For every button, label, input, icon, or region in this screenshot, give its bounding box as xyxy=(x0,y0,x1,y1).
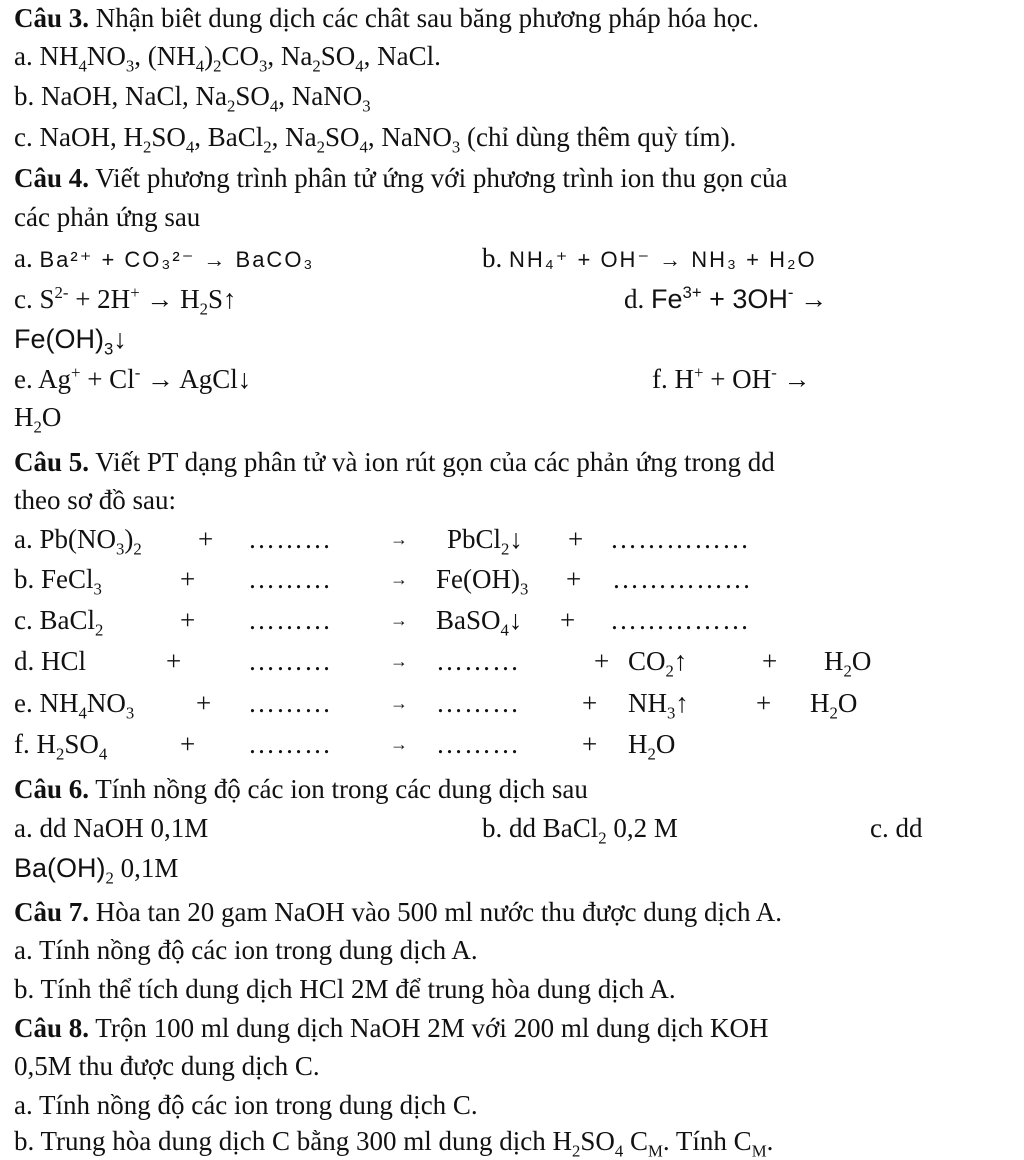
q5-heading-cont: theo sơ đồ sau: xyxy=(14,485,177,515)
q5-row-c-product: BaSO$_4$↓ xyxy=(436,605,523,640)
q6-heading: Câu 6. Tính nồng độ các ion trong các dung dịch sau xyxy=(14,774,588,804)
q5-row-a-arrow: → xyxy=(390,529,408,549)
q6-item-c-cont: $Ba(OH)_2$ 0,1M xyxy=(14,853,179,888)
q5-row-c-reactant: c. BaCl$_2$ xyxy=(14,605,104,640)
q4-item-a: a. Ba²⁺ + CO₃²⁻ → BaCO₃ xyxy=(14,243,315,273)
q4-heading-cont: các phản ứng sau xyxy=(14,202,201,232)
q5-row-e-plus3: + xyxy=(756,688,772,718)
q8-item-b: b. Trung hòa dung dịch C bằng 300 ml dung dịch $H_2SO_4$ $C_M$. Tính $C_M$. xyxy=(14,1126,774,1160)
q5-row-f-plus: + xyxy=(180,729,196,759)
q7-heading: Câu 7. Hòa tan 20 gam NaOH vào 500 ml nước thu được dung dịch A. xyxy=(14,897,782,927)
q7-item-a: a. Tính nồng độ các ion trong dung dịch A. xyxy=(14,935,478,965)
q8-heading-cont: 0,5M thu được dung dịch C. xyxy=(14,1051,320,1081)
q5-row-c-blank: ……… xyxy=(248,605,332,635)
q5-row-b-blank: ……… xyxy=(248,564,332,594)
q5-row-e-plus: + xyxy=(196,688,212,718)
q5-row-f-reactant: f. $H_2SO_4$ xyxy=(14,729,108,764)
q4-item-f: f. H+ + OH- → xyxy=(652,363,811,394)
q5-row-d-blank2: ……… xyxy=(436,646,520,676)
q5-row-f-arrow: → xyxy=(390,734,408,754)
q5-row-a-blank: ……… xyxy=(248,524,332,554)
q5-row-b-plus2: + xyxy=(566,564,582,594)
q4-item-d: d. $Fe^{3+} + 3OH^-$ → xyxy=(624,283,828,314)
q5-row-f-plus2: + xyxy=(582,729,598,759)
q5-row-e-blank: ……… xyxy=(248,688,332,718)
q7-item-b: b. Tính thể tích dung dịch HCl 2M để trung hòa dung dịch A. xyxy=(14,974,676,1004)
q5-row-d-arrow: → xyxy=(390,651,408,671)
q5-row-b-plus: + xyxy=(180,564,196,594)
q4-item-e: e. Ag+ + Cl- → AgCl↓ xyxy=(14,363,252,394)
q8-heading: Câu 8. Trộn 100 ml dung dịch NaOH 2M với 200 ml dung dịch KOH xyxy=(14,1013,769,1043)
q5-row-c-plus: + xyxy=(180,605,196,635)
q5-heading: Câu 5. Viết PT dạng phân tử và ion rút gọn của các phản ứng trong dd xyxy=(14,447,775,477)
q6-item-b: b. dd BaCl$_2$ 0,2 M xyxy=(482,813,678,848)
q6-item-c: c. dd xyxy=(870,813,923,843)
q5-row-a-plus2: + xyxy=(568,524,584,554)
q4-item-c: c. $S^{2-} + 2H^+$ → $H_2S↑$ xyxy=(14,283,237,319)
q5-row-d-plus: + xyxy=(166,646,182,676)
q5-row-b-arrow: → xyxy=(390,569,408,589)
q5-row-e-blank2: ……… xyxy=(436,688,520,718)
q5-row-e-arrow: → xyxy=(390,693,408,713)
q5-row-e-plus2: + xyxy=(582,688,598,718)
q5-row-f-blank: ……… xyxy=(248,729,332,759)
q6-item-a: a. dd NaOH 0,1M xyxy=(14,813,209,843)
q5-row-e-product-1: $NH_3↑$ xyxy=(628,688,689,723)
q5-row-c-plus2: + xyxy=(560,605,576,635)
q5-row-c-blank2: …………… xyxy=(610,605,750,635)
q5-row-d-plus2: + xyxy=(594,646,610,676)
q5-row-e-reactant: e. $NH_4NO_3$ xyxy=(14,688,135,723)
q5-row-d-product-1: $CO_2↑$ xyxy=(628,646,688,681)
q5-row-a-blank2: …………… xyxy=(610,524,750,554)
q5-row-b-blank2: …………… xyxy=(612,564,752,594)
q5-row-a-reactant: a. $Pb(NO_3)_2$ xyxy=(14,524,142,559)
q5-row-f-product-1: $H_2O$ xyxy=(628,729,676,764)
q8-item-a: a. Tính nồng độ các ion trong dung dịch C. xyxy=(14,1090,478,1120)
q4-item-f-cont: $H_2O$ xyxy=(14,402,62,437)
q3-heading: Câu 3. Nhận biêt dung dịch các chât sau băng phương pháp hóa học. xyxy=(14,3,759,33)
q5-row-f-blank2: ……… xyxy=(436,729,520,759)
q4-item-d-cont: $Fe(OH)_3↓$ xyxy=(14,324,127,359)
q5-row-b-reactant: b. FeCl$_3$ xyxy=(14,564,102,599)
q5-row-e-product-2: $H_2O$ xyxy=(810,688,858,723)
q5-row-d-product-2: $H_2O$ xyxy=(824,646,872,681)
q4-item-b: b. NH₄⁺ + OH⁻ → NH₃ + H₂O xyxy=(482,243,817,273)
q5-row-a-product: PbCl$_2$↓ xyxy=(447,524,523,559)
q3-item-b: b. NaOH, NaCl, $Na_2SO_4$, NaNO$_3$ xyxy=(14,81,371,116)
q3-item-a: a. $NH_4NO_3$, $(NH_4)_2CO_3$, $Na_2SO_4$, NaCl. xyxy=(14,41,441,76)
q5-row-b-product: $Fe(OH)_3$ xyxy=(436,564,529,599)
q5-row-d-blank: ……… xyxy=(248,646,332,676)
q4-heading: Câu 4. Viết phương trình phân tử ứng với phương trình ion thu gọn của xyxy=(14,163,788,193)
q5-row-c-arrow: → xyxy=(390,610,408,630)
q5-row-a-plus: + xyxy=(198,524,214,554)
q5-row-d-reactant: d. HCl xyxy=(14,646,87,676)
q3-item-c: c. NaOH, $H_2SO_4$, BaCl$_2$, $Na_2SO_4$, NaNO$_3$ (chỉ dùng thêm quỳ tím). xyxy=(14,122,737,157)
q5-row-d-plus3: + xyxy=(762,646,778,676)
